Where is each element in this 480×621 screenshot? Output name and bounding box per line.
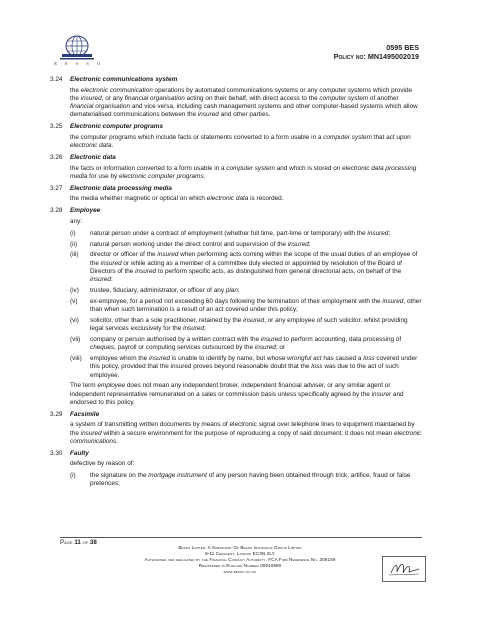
- document-code: 0595 BES: [386, 43, 419, 52]
- list-item: (i) natural person under a contract of employment (whether full time, part-time or temporary) with the insured;: [70, 229, 391, 237]
- footer-company-info: [110, 545, 370, 575]
- signature-stamp-icon: [382, 556, 426, 582]
- section-3-27: [50, 184, 422, 204]
- section-intro: any:: [70, 217, 83, 225]
- footer-line-company: Besso Limited. A Subsidiary Of Besso Insurance Group Limited: [178, 545, 302, 550]
- policy-number: MN1495002019: [367, 51, 419, 61]
- section-title: Electronic data processing media: [70, 184, 172, 192]
- section-number: 3.25: [50, 123, 63, 131]
- list-item: (i) the signature on the mortgage instrument of any person having been obtained through trick, artifice, fraud or false pretences;: [70, 472, 411, 488]
- list-item: (v) ex-employee, for a period not exceeding 60 days following the termination of their employment with the insured, other than when such termination is a result of an act covered under this policy;: [70, 297, 422, 314]
- section-number: 3.27: [50, 184, 63, 192]
- document-reference: [334, 44, 419, 61]
- besso-logo-globe-icon: [58, 33, 96, 63]
- definitions-body: [50, 76, 422, 491]
- section-3-26: [50, 153, 422, 181]
- section-3-25: [50, 123, 422, 150]
- section-3-30: [50, 449, 422, 489]
- list-item: (vi) solicitor, other than a sole practitioner, retained by the insured, or any employee of such solicitor, whilst providing legal services exclusively for the insured;: [70, 316, 408, 333]
- section-text: the computer programs which include facts or statements converted to a form usable in a computer system that act upon electronic data.: [70, 133, 411, 150]
- footer-line-registration: Registered in England Number 00910880: [198, 563, 282, 569]
- section-title: Facsimile: [70, 410, 100, 418]
- list-item: (viii) employee whom the insured is unable to identify by name, but whose wrongful act has caused a loss covered under this policy, provided that the insured proves beyond reasonable doubt that the loss was due to the act of such employee.: [70, 355, 418, 379]
- section-number: 3.28: [50, 207, 63, 215]
- section-title: Faulty: [70, 449, 89, 457]
- section-text: a system of transmitting written documents by means of electronic signal over telephone lines to equipment maintained by the insured within a secure environment for the purpose of reproducing a copy of said document; it does not mean electronic communications.: [70, 421, 422, 445]
- list-item: (vii) company or person authorised by a written contract with the insured to perform accounting, data processing of cheques, payroll or computing services outsourced by the insured; or: [70, 335, 402, 352]
- footer-line-regulation: Authorised and regulated by the Financial Conduct Authority. FCA Firm Reference No. 309159: [144, 557, 336, 563]
- list-item: (iv) trustee, fiduciary, administrator, or officer of any plan;: [70, 286, 240, 294]
- section-3-29: [50, 410, 422, 446]
- section-text: the electronic communication operations by automated communications systems or any computer systems which provide the insured, or any financial organisation acting on their behalf, with direct access to the computer system of another financial organisation and vice versa, including cash management systems and other computer-based systems which allow dematerialised communications between the insured and other parties.: [70, 86, 418, 119]
- footer-divider: [60, 537, 422, 538]
- section-note: The term employee does not mean any independent broker, independent financial adviser, or any similar agent or independent representative remunerated on a sales or commission basis unless specifically agreed by the insurer and endorsed to this policy.: [70, 382, 404, 406]
- section-3-24: [50, 76, 422, 120]
- policy-number-line: [334, 53, 419, 62]
- list-item: (ii) natural person working under the direct control and supervision of the insured;: [70, 240, 311, 248]
- section-title: Employee: [70, 207, 101, 215]
- list-item: (iii) director or officer of the insured when performing acts coming within the scope of the usual duties of an employee of the insured or while acting as a member of a committee duly elected or appointed by resolution of the Board of Directors of the insured to perform specific acts, as distinguished from general directorial acts, on behalf of the insured;: [70, 251, 418, 284]
- section-number: 3.29: [50, 410, 63, 418]
- page-indicator: Page 11 of 38: [60, 539, 97, 546]
- section-3-28: [50, 207, 422, 407]
- section-number: 3.26: [50, 153, 63, 161]
- section-intro: defective by reason of:: [70, 460, 135, 468]
- section-number: 3.30: [50, 449, 63, 457]
- section-title: Electronic data: [70, 153, 116, 161]
- logo-wordmark: B E S S O: [54, 61, 104, 66]
- section-number: 3.24: [50, 76, 63, 83]
- footer-line-website: www.besso.co.uk: [223, 569, 257, 575]
- section-text: the media whether magnetic or optical on which electronic data is recorded.: [70, 195, 284, 203]
- section-title: Electronic communications system: [70, 76, 178, 83]
- section-text: the facts or information converted to a form usable in a computer system and which is stored on electronic data processing media for use by electronic computer programs.: [70, 164, 417, 180]
- section-title: Electronic computer programs: [70, 123, 164, 131]
- policy-label: Policy no:: [333, 51, 366, 61]
- footer-line-address: 8-11 Crescent, London EC3N 2LY: [205, 551, 275, 557]
